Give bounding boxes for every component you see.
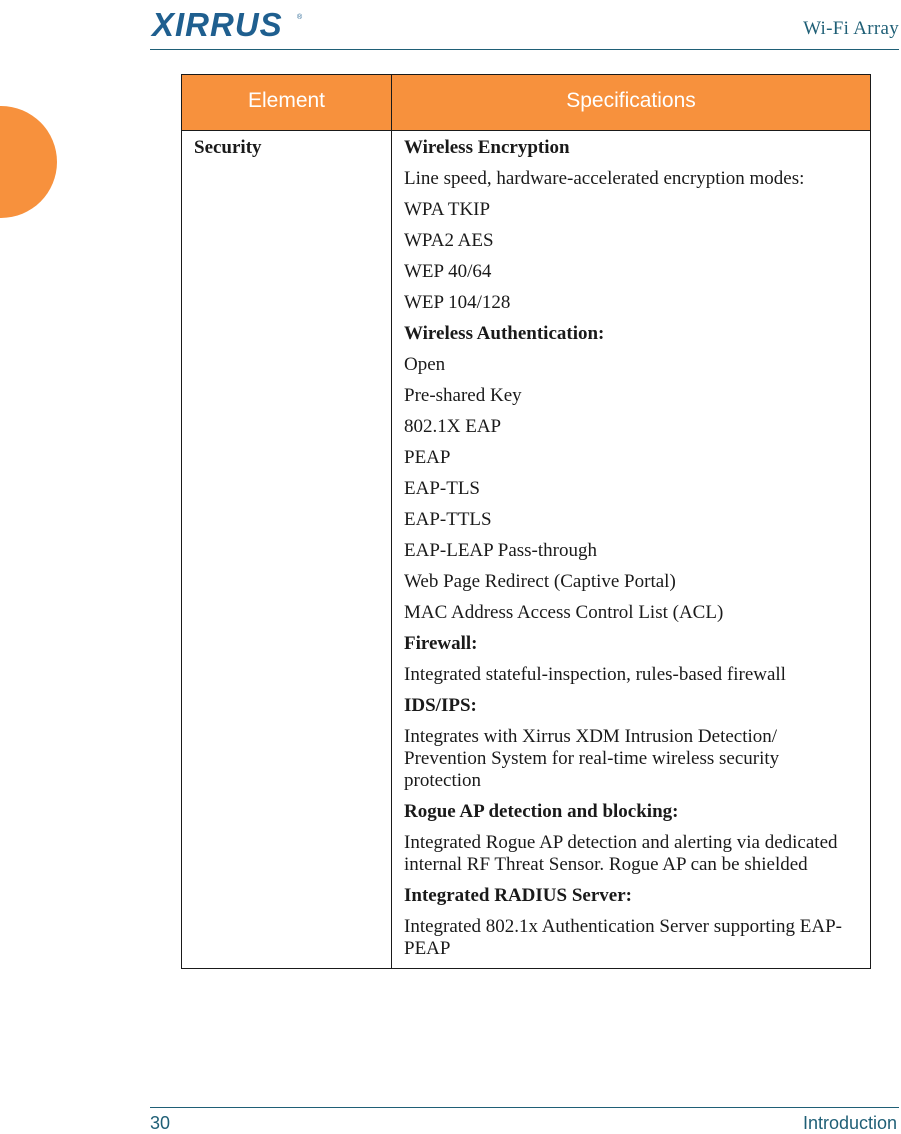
spec-line: Open (404, 354, 446, 375)
spec-line: Integrated 802.1x Authentication Server supporting EAP-PEAP (404, 916, 842, 959)
spec-line: WPA TKIP (404, 199, 491, 220)
spec-line: WPA2 AES (404, 230, 494, 251)
spec-heading: Firewall: (404, 633, 478, 654)
footer-rule (150, 1107, 899, 1108)
spec-line: Line speed, hardware-accelerated encryption modes: (404, 168, 805, 189)
spec-heading: Wireless Encryption (404, 137, 570, 158)
page-number: 30 (150, 1113, 171, 1133)
specifications-table (181, 74, 871, 969)
spec-line: Integrated Rogue AP detection and alerting via dedicated internal RF Threat Sensor. Rogue AP can be shielded (404, 832, 838, 875)
spec-heading: Wireless Authentication: (404, 323, 605, 344)
document-title: Wi-Fi Array (803, 18, 899, 39)
table-header-row (182, 75, 871, 131)
spec-heading: Integrated RADIUS Server: (404, 885, 632, 906)
table-row (182, 131, 871, 969)
spec-line: 802.1X EAP (404, 416, 502, 437)
spec-heading: Rogue AP detection and blocking: (404, 801, 679, 822)
spec-line: EAP-TTLS (404, 509, 492, 530)
header-rule (150, 49, 899, 50)
spec-line: Integrated stateful-inspection, rules-based firewall (404, 664, 786, 685)
spec-line: EAP-TLS (404, 478, 480, 499)
spec-line: EAP-LEAP Pass-through (404, 540, 597, 561)
logo-text: XIRRUS (152, 6, 283, 42)
spec-heading: IDS/IPS: (404, 695, 477, 716)
column-header-element: Element (182, 75, 392, 131)
spec-line: PEAP (404, 447, 451, 468)
element-cell: Security (182, 131, 392, 969)
spec-line: MAC Address Access Control List (ACL) (404, 602, 724, 623)
specifications-cell (392, 131, 871, 969)
column-header-specifications: Specifications (392, 75, 871, 131)
section-name: Introduction (802, 1113, 897, 1133)
spec-line: WEP 40/64 (404, 261, 492, 282)
spec-line: Integrates with Xirrus XDM Intrusion Detection/ Prevention System for real-time wireless security protection (404, 726, 780, 791)
svg-text:®: ® (297, 14, 303, 21)
spec-line: Pre-shared Key (404, 385, 522, 406)
spec-line: WEP 104/128 (404, 292, 511, 313)
chapter-tab-marker (0, 106, 57, 218)
xirrus-logo (150, 6, 306, 42)
spec-line: Web Page Redirect (Captive Portal) (404, 571, 676, 592)
